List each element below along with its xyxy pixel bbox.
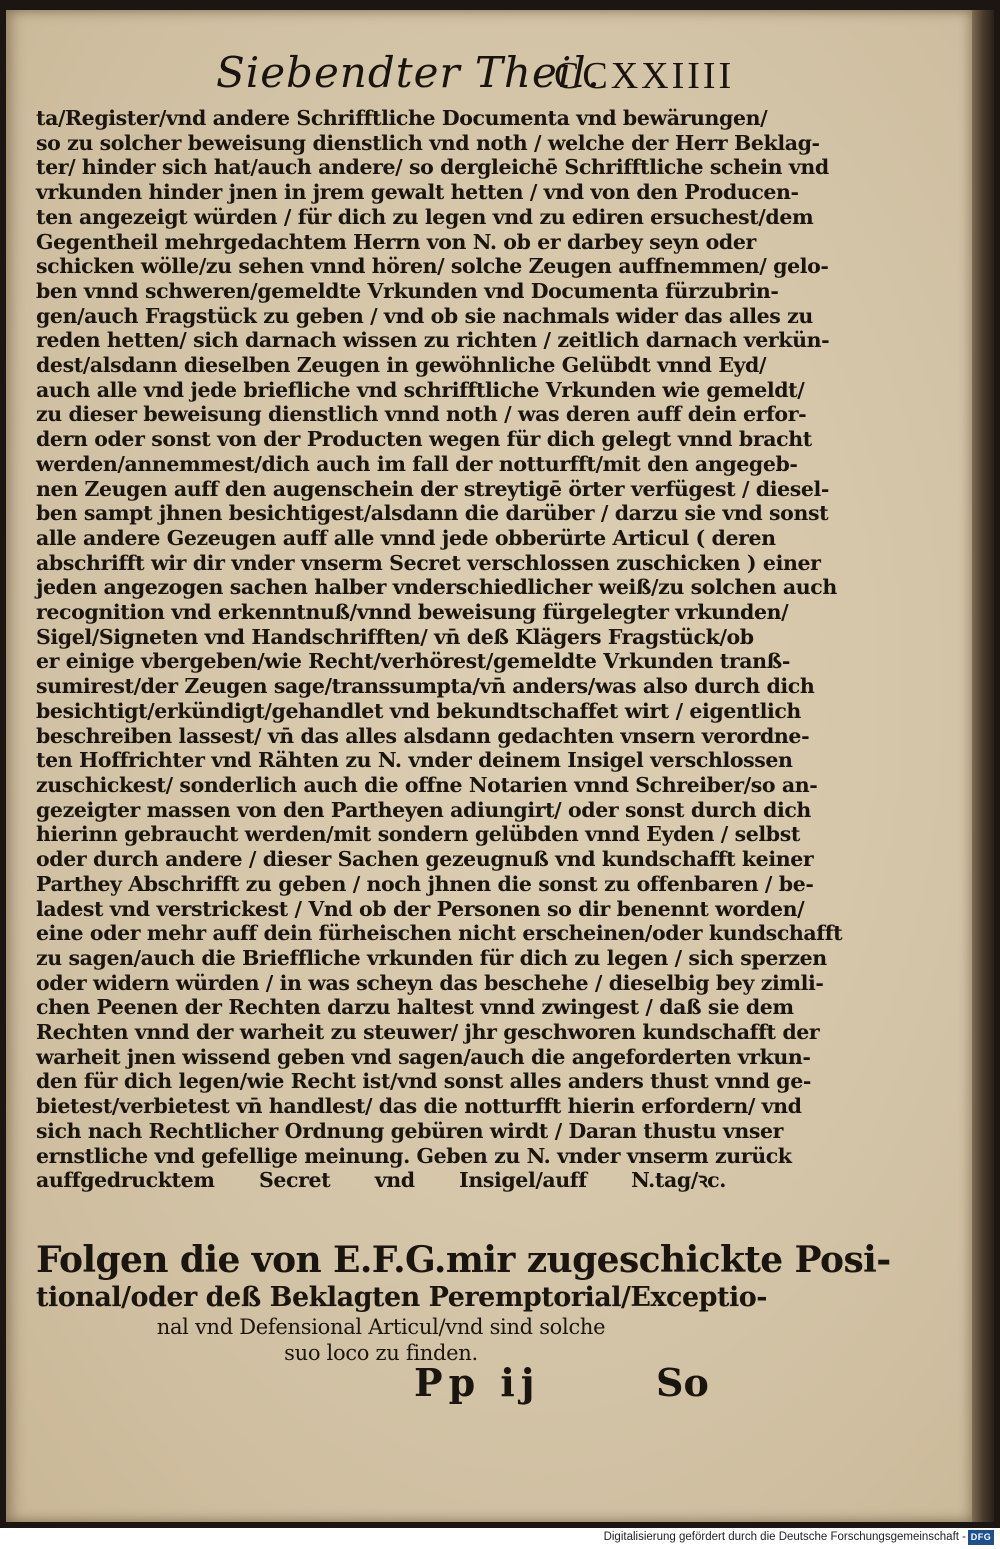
text-line: den für dich legen/wie Recht ist/vnd sonst alles anders thust vnnd ge-: [36, 1069, 811, 1094]
text-line: chen Peenen der Rechten darzu haltest vnnd zwingest / daß sie dem: [36, 995, 794, 1020]
text-line: nen Zeugen auff den augenschein der streytigē örter verfügest / diesel-: [36, 476, 830, 501]
text-line: auch alle vnd jede briefliche vnd schrifftliche Vrkunden wie gemeldt/: [36, 377, 805, 402]
text-line: ben sampt jhnen besichtigest/alsdann die darüber / darzu sie vnd sonst: [36, 501, 829, 526]
text-line: dest/alsdann dieselben Zeugen in gewöhnliche Gelübdt vnnd Eyd/: [36, 353, 767, 378]
text-line: ta/Register/vnd andere Schrifftliche Documenta vnd bewärungen/: [36, 106, 768, 130]
page-header: [6, 48, 972, 108]
text-line: ben vnnd schweren/gemeldte Vrkunden vnd Documenta fürzubrin-: [36, 278, 779, 303]
text-line: oder widern würden / in was scheyn das beschehe / dieselbig bey zimli-: [36, 970, 824, 995]
text-line: reden hetten/ sich darnach wissen zu richten / zeitlich darnach verkün-: [36, 328, 830, 353]
text-line: ten Hoffrichter vnd Rähten zu N. vnder deinem Insigel verschlossen: [36, 748, 793, 773]
text-line: auffgedrucktem Secret vnd Insigel/auff N.tag/ꝛc.: [36, 1168, 726, 1193]
text-line: werden/annemmest/dich auch im fall der notturfft/mit den angegeb-: [36, 451, 798, 476]
text-line: alle andere Gezeugen auff alle vnnd jede obberürte Articul ( deren: [36, 525, 776, 550]
text-line: bietest/verbietest vn̄ handlest/ das die notturfft hierin erfordern/ vnd: [36, 1094, 802, 1119]
text-line: zu dieser beweisung dienstlich vnnd noth / was deren auff dein erfor-: [36, 402, 807, 427]
text-line: gen/auch Fragstück zu geben / vnd ob sie nachmals wider das alles zu: [36, 303, 813, 328]
text-line: warheit jnen wissend geben vnd sagen/auch die angeforderten vrkun-: [36, 1044, 811, 1069]
text-line: ernstliche vnd gefellige meinung. Geben zu N. vnder vnserm zurück: [36, 1143, 792, 1168]
footer-credit: Digitalisierung gefördert durch die Deutsche Forschungsgemeinschaft -: [603, 1531, 966, 1543]
text-line: sich nach Rechtlicher Ordnung gebüren wirdt / Daran thustu vnser: [36, 1118, 784, 1143]
running-title: Siebendter Theil.: [216, 48, 602, 97]
text-line: ten angezeigt würden / für dich zu legen vnd zu ediren ersuchest/dem: [36, 204, 814, 229]
text-line: Gegentheil mehrgedachtem Herrn von N. ob er darbey seyn oder: [36, 229, 756, 254]
text-line: ter/ hinder sich hat/auch andere/ so dergleichē Schrifftliche schein vnd: [36, 155, 829, 180]
heading-line-2: tional/oder deß Beklagten Peremptorial/Exceptio-: [36, 1282, 767, 1313]
text-line: beschreiben lassest/ vn̄ das alles alsdann gedachten vnsern verordne-: [36, 723, 810, 748]
text-line: ladest vnd verstrickest / Vnd ob der Personen so dir benennt worden/: [36, 896, 805, 921]
folio-number: CCXXIIII: [554, 55, 735, 97]
text-line: besichtigt/erkündigt/gehandlet vnd bekundtschaffet wirt / eigentlich: [36, 698, 801, 723]
text-line: Rechten vnnd der warheit zu steuwer/ jhr geschworen kundschafft der: [36, 1020, 820, 1045]
page-edge: [972, 10, 994, 1522]
text-line: gezeigter massen von den Partheyen adiungirt/ oder sonst durch dich: [36, 797, 811, 822]
text-line: zu sagen/auch die Brieffliche vrkunden für dich zu legen / sich sperzen: [36, 945, 827, 970]
dfg-logo[interactable]: DFG: [968, 1530, 994, 1545]
heading-line-3: nal vnd Defensional Articul/vnd sind solche: [156, 1315, 606, 1339]
signature-mark: Pp ij: [414, 1360, 541, 1405]
text-line: abschrifft wir dir vnder vnserm Secret verschlossen zuschicken ) einer: [36, 550, 821, 575]
text-line: jeden angezogen sachen halber vnderschiedlicher weiß/zu solchen auch: [36, 575, 837, 600]
text-line: zuschickest/ sonderlich auch die offne Notarien vnnd Schreiber/so an-: [36, 772, 818, 797]
text-line: so zu solcher beweisung dienstlich vnd noth / welche der Herr Beklag-: [36, 130, 820, 155]
text-line: dern oder sonst von der Producten wegen für dich gelegt vnnd bracht: [36, 427, 812, 452]
heading-line-1: Folgen die von E.F.G.mir zugeschickte Posi-: [36, 1239, 891, 1281]
body-text: [36, 106, 843, 1193]
heading-line-4: suo loco zu finden.: [284, 1341, 478, 1365]
text-line: er einige vbergeben/wie Recht/verhörest/gemeldte Vrkunden tranß-: [36, 649, 790, 674]
catchword: So: [656, 1360, 709, 1405]
text-line: vrkunden hinder jnen in jrem gewalt hetten / vnd von den Producen-: [36, 180, 799, 205]
text-line: Sigel/Signeten vnd Handschrifften/ vn̄ deß Klägers Fragstück/ob: [36, 624, 754, 649]
text-line: Parthey Abschrifft zu geben / noch jhnen die sonst zu offenbaren / be-: [36, 871, 814, 896]
text-line: oder durch andere / dieser Sachen gezeugnuß vnd kundschafft keiner: [36, 847, 814, 872]
text-line: schicken wölle/zu sehen vnnd hören/ solche Zeugen auffnemmen/ gelo-: [36, 254, 829, 279]
book-page: [6, 10, 972, 1522]
text-line: hierinn gebraucht werden/mit sondern gelübden vnnd Eyden / selbst: [36, 822, 800, 847]
text-line: eine oder mehr auff dein fürheischen nicht erscheinen/oder kundschafft: [36, 921, 843, 946]
section-heading: [36, 1238, 891, 1366]
text-line: sumirest/der Zeugen sage/transsumpta/vn̄ anders/was also durch dich: [36, 674, 815, 699]
text-line: recognition vnd erkenntnuß/vnnd beweisung fürgelegter vrkunden/: [36, 600, 789, 625]
